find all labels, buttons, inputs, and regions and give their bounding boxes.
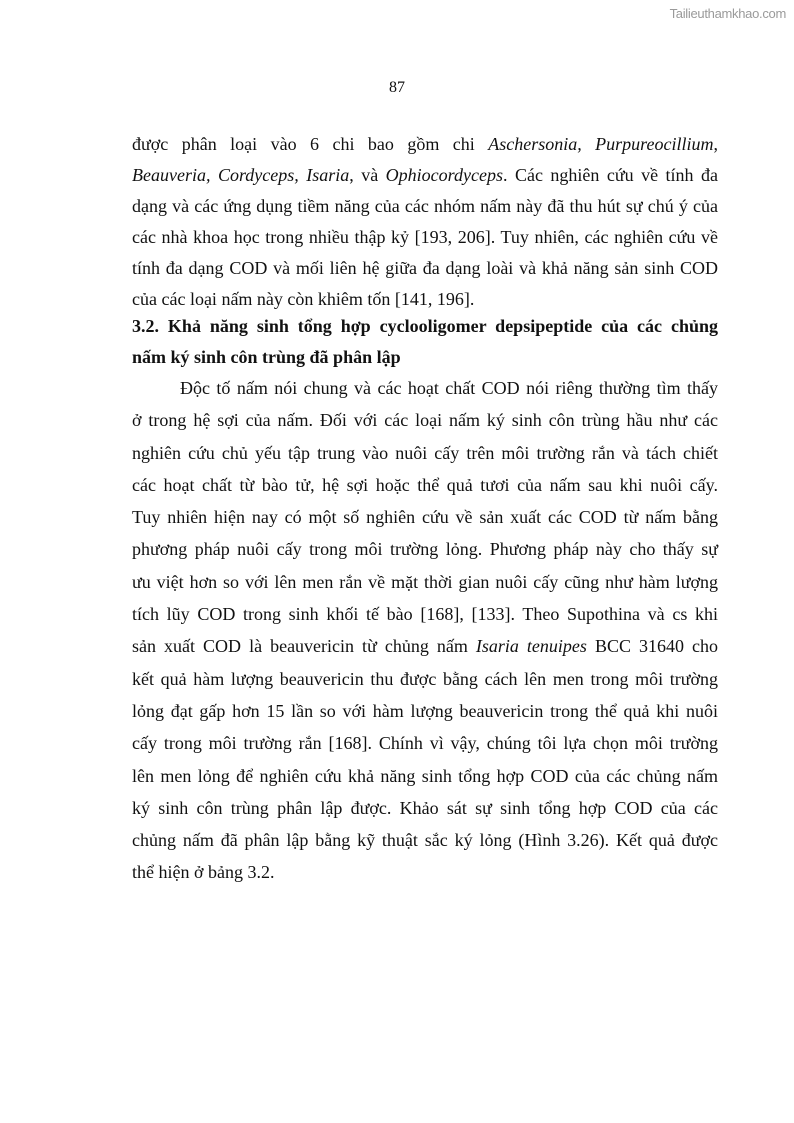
text-line xyxy=(132,824,718,856)
text-segment: ở trong hệ sợi của nấm. Đối với các loại nấm ký sinh côn trùng hầu như các xyxy=(132,410,718,431)
italic-text: Beauveria, Cordyceps, Isaria xyxy=(132,165,350,185)
text-segment: các nhà khoa học trong nhiều thập kỷ [193, 206]. Tuy nhiên, các nghiên cứu về xyxy=(132,227,718,247)
italic-text: Aschersonia, Purpureocillium xyxy=(488,134,714,154)
text-segment: được phân loại vào 6 chi bao gồm chi xyxy=(132,134,489,154)
text-segment: cấy trong môi trường rắn [168]. Chính vì vậy, chúng tôi lựa chọn môi trường xyxy=(132,733,718,754)
text-line xyxy=(132,311,718,342)
text-segment: lên men lỏng để nghiên cứu khả năng sinh tổng hợp COD của các chủng nấm xyxy=(132,765,718,786)
text-line xyxy=(132,342,718,373)
text-line xyxy=(132,533,718,565)
text-line xyxy=(132,372,718,404)
text-line xyxy=(132,792,718,824)
italic-text: Ophiocordyceps xyxy=(385,165,503,185)
text-segment: nghiên cứu chủ yếu tập trung vào nuôi cấy trên môi trường rắn và tách chiết xyxy=(132,442,718,463)
text-line xyxy=(132,695,718,727)
text-segment: thể hiện ở bảng 3.2. xyxy=(132,862,275,883)
page-number: 87 xyxy=(389,79,405,96)
text-segment: . Các nghiên cứu về tính đa xyxy=(502,165,718,185)
text-line xyxy=(132,501,718,533)
text-segment: dạng và các ứng dụng tiềm năng của các nhóm nấm này đã thu hút sự chú ý của xyxy=(132,196,718,216)
italic-text: Isaria tenuipes xyxy=(475,636,587,657)
text-line xyxy=(132,760,718,792)
text-segment: phương pháp nuôi cấy trong môi trường lỏng. Phương pháp này cho thấy sự xyxy=(132,539,718,560)
paragraph-2 xyxy=(132,372,718,889)
text-segment: ưu việt hơn so với lên men rắn về mặt thời gian nuôi cấy cũng như hàm lượng xyxy=(132,571,718,592)
text-line xyxy=(132,630,718,662)
text-segment: ký sinh côn trùng phân lập được. Khảo sát sự sinh tổng hợp COD của các xyxy=(132,797,718,818)
text-segment: tích lũy COD trong sinh khối tế bào [168], [133]. Theo Supothina và cs khi xyxy=(132,604,718,625)
text-segment: sản xuất COD là beauvericin từ chủng nấm xyxy=(132,636,476,657)
text-segment: , và xyxy=(349,165,386,185)
text-segment: tính đa dạng COD và mối liên hệ giữa đa dạng loài và khả năng sản sinh COD xyxy=(132,258,718,278)
text-line xyxy=(132,469,718,501)
text-line xyxy=(132,437,718,469)
text-line xyxy=(132,222,718,253)
text-segment: kết quả hàm lượng beauvericin thu được bằng cách lên men trong môi trường xyxy=(132,668,718,689)
paragraph-1 xyxy=(132,129,718,315)
text-segment: BCC 31640 cho xyxy=(586,636,719,657)
text-line xyxy=(132,191,718,222)
text-line xyxy=(132,663,718,695)
text-segment: 3.2. Khả năng sinh tổng hợp cyclooligomer depsipeptide của các chủng xyxy=(132,316,718,336)
text-segment: , xyxy=(713,134,718,154)
text-segment: Tuy nhiên hiện nay có một số nghiên cứu về sản xuất các COD từ nấm bằng xyxy=(132,507,718,528)
text-line xyxy=(132,253,718,284)
text-segment: Độc tố nấm nói chung và các hoạt chất COD nói riêng thường tìm thấy xyxy=(180,378,718,398)
text-segment: lỏng đạt gấp hơn 15 lần so với hàm lượng beauvericin trong thể quả khi nuôi xyxy=(132,700,718,721)
text-line xyxy=(132,566,718,598)
text-line xyxy=(132,160,718,191)
section-heading xyxy=(132,311,718,373)
text-segment: các hoạt chất từ bào tử, hệ sợi hoặc thể quả tươi của nấm sau khi nuôi cấy. xyxy=(132,474,718,495)
text-line xyxy=(132,404,718,436)
watermark: Tailieuthamkhao.com xyxy=(669,6,786,21)
text-line xyxy=(132,727,718,759)
text-segment: chủng nấm đã phân lập bằng kỹ thuật sắc ký lỏng (Hình 3.26). Kết quả được xyxy=(132,830,718,851)
text-line xyxy=(132,129,718,160)
text-line xyxy=(132,598,718,630)
text-line xyxy=(132,856,718,888)
text-segment: của các loại nấm này còn khiêm tốn [141, 196]. xyxy=(132,289,475,309)
text-segment: nấm ký sinh côn trùng đã phân lập xyxy=(132,347,401,367)
